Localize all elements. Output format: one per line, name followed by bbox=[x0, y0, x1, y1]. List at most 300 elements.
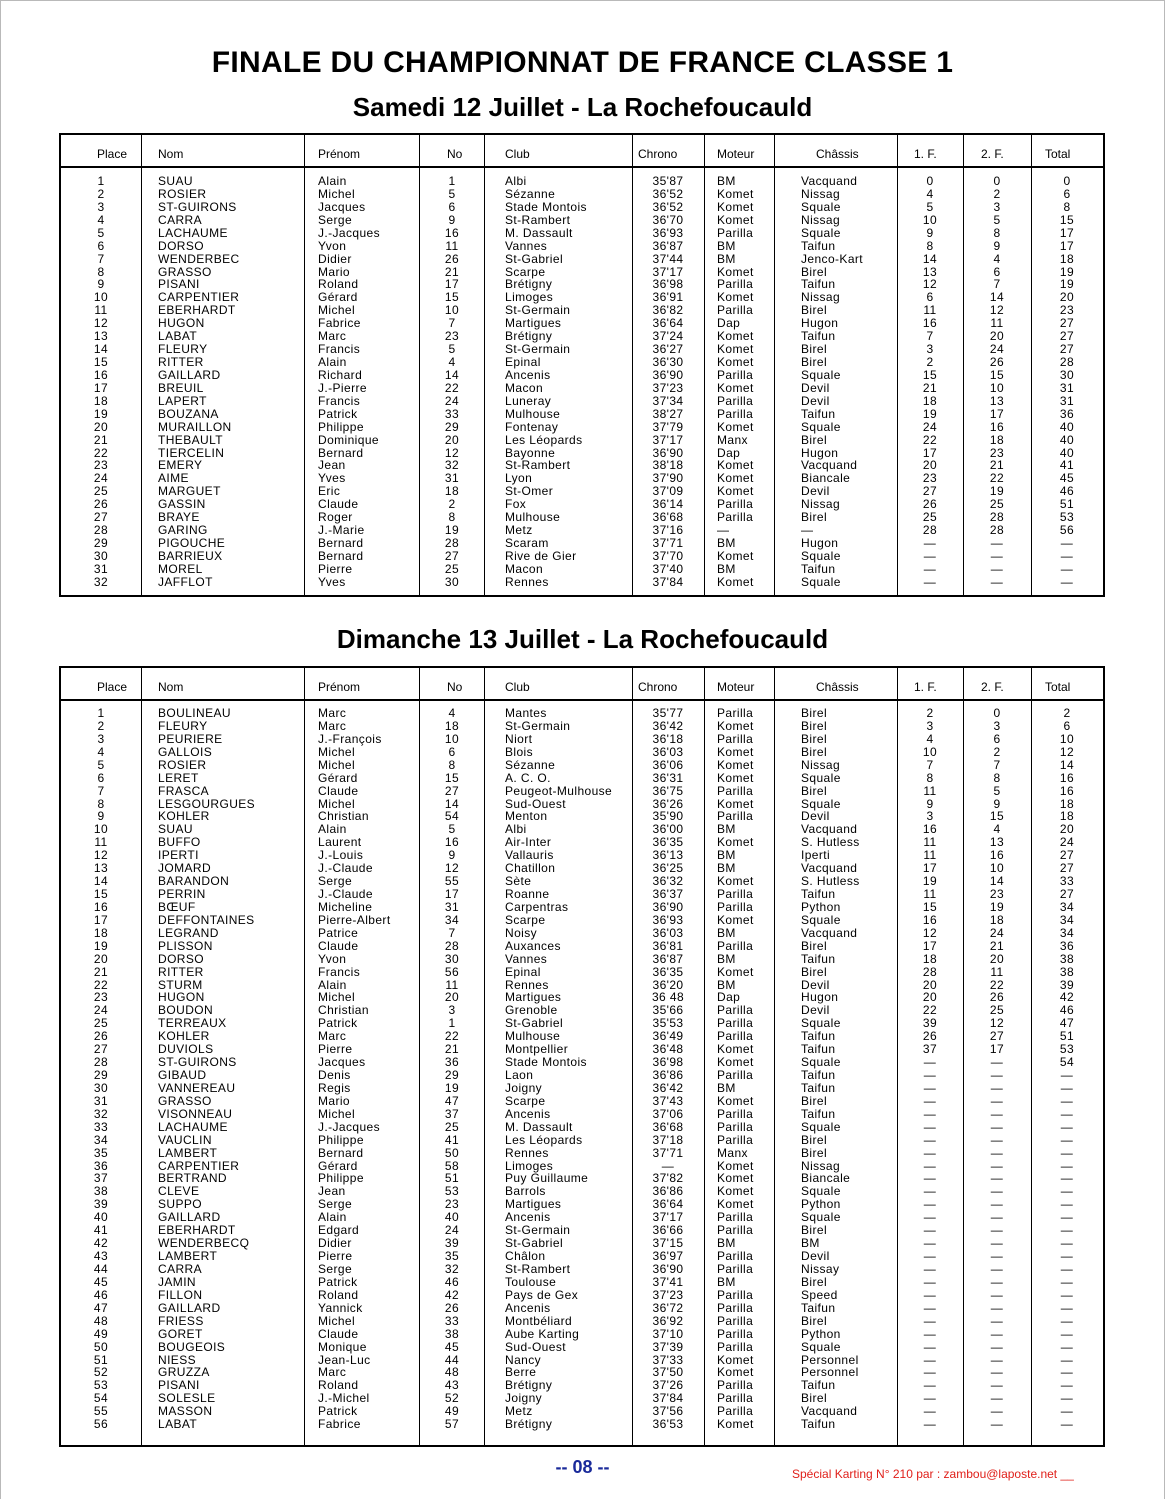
cell-place: 29 bbox=[93, 536, 109, 551]
cell-engine: Parilla bbox=[717, 1119, 754, 1134]
cell-final-1: 16 bbox=[922, 316, 938, 331]
cell-final-2: 6 bbox=[993, 264, 1001, 279]
cell-final-2: 26 bbox=[989, 355, 1005, 370]
cell-place: 8 bbox=[97, 796, 105, 811]
table-row bbox=[61, 408, 1103, 421]
cell-chassis: Squale bbox=[801, 1016, 841, 1031]
cell-first-name: Claude bbox=[318, 497, 359, 512]
cell-name: NIESS bbox=[158, 1352, 197, 1367]
cell-total: — bbox=[1060, 548, 1074, 563]
cell-chassis: Vacquand bbox=[801, 1404, 858, 1419]
cell-engine: BM bbox=[717, 536, 736, 551]
cell-first-name: Michel bbox=[318, 1313, 356, 1328]
cell-final-2: 5 bbox=[993, 212, 1001, 227]
cell-name: BARRIEUX bbox=[158, 548, 223, 563]
cell-final-1: — bbox=[923, 1068, 937, 1083]
cell-engine: Komet bbox=[717, 1171, 754, 1186]
table-row bbox=[61, 395, 1103, 408]
cell-total: 15 bbox=[1059, 212, 1075, 227]
cell-number: 1 bbox=[448, 1016, 456, 1031]
cell-final-2: — bbox=[990, 1249, 1004, 1264]
cell-chrono: 37'24 bbox=[652, 329, 684, 344]
cell-chassis: S. Hutless bbox=[801, 835, 860, 850]
cell-chrono: 36'90 bbox=[652, 445, 684, 460]
cell-number: 6 bbox=[448, 744, 456, 759]
cell-total: 46 bbox=[1059, 1003, 1075, 1018]
cell-chassis: Taifun bbox=[801, 238, 836, 253]
cell-chassis: Birel bbox=[801, 1313, 828, 1328]
table-row bbox=[61, 746, 1103, 759]
cell-name: VISONNEAU bbox=[158, 1106, 233, 1121]
cell-club: Luneray bbox=[505, 393, 552, 408]
cell-final-1: — bbox=[923, 1274, 937, 1289]
table-row bbox=[61, 369, 1103, 382]
cell-club: Fox bbox=[505, 497, 527, 512]
cell-engine: Parilla bbox=[717, 1326, 754, 1341]
table-row bbox=[61, 1315, 1103, 1328]
cell-total: 18 bbox=[1059, 251, 1075, 266]
cell-name: WENDERBECQ bbox=[158, 1236, 250, 1251]
cell-first-name: J.-Jacques bbox=[318, 225, 381, 240]
cell-first-name: Yves bbox=[318, 574, 346, 589]
cell-number: 21 bbox=[444, 264, 460, 279]
cell-chrono: 37'79 bbox=[652, 419, 684, 434]
cell-final-2: 19 bbox=[989, 899, 1005, 914]
column-header-nom: Nom bbox=[158, 147, 184, 161]
cell-final-2: 25 bbox=[989, 1003, 1005, 1018]
cell-place: 15 bbox=[93, 887, 109, 902]
cell-engine: Parilla bbox=[717, 393, 754, 408]
table-row bbox=[61, 1250, 1103, 1263]
cell-engine: Komet bbox=[717, 835, 754, 850]
cell-final-2: — bbox=[990, 1080, 1004, 1095]
cell-club: Vannes bbox=[505, 238, 548, 253]
cell-number: 21 bbox=[444, 1042, 460, 1057]
cell-final-1: 37 bbox=[922, 1042, 938, 1057]
cell-first-name: Claude bbox=[318, 783, 359, 798]
cell-name: HUGON bbox=[158, 316, 205, 331]
cell-chassis: Taifun bbox=[801, 277, 836, 292]
cell-place: 14 bbox=[93, 874, 109, 889]
cell-place: 39 bbox=[93, 1197, 109, 1212]
cell-number: 40 bbox=[444, 1210, 460, 1225]
cell-first-name: Michel bbox=[318, 1106, 356, 1121]
cell-final-2: — bbox=[990, 1404, 1004, 1419]
cell-final-2: — bbox=[990, 1300, 1004, 1315]
cell-final-2: — bbox=[990, 1197, 1004, 1212]
cell-chassis: Nissag bbox=[801, 290, 841, 305]
table-row bbox=[61, 1172, 1103, 1185]
table-row bbox=[61, 733, 1103, 746]
cell-engine: Komet bbox=[717, 471, 754, 486]
cell-name: BRAYE bbox=[158, 510, 200, 525]
cell-final-1: 16 bbox=[922, 822, 938, 837]
table-row bbox=[61, 875, 1103, 888]
cell-total: 42 bbox=[1059, 990, 1075, 1005]
cell-engine: BM bbox=[717, 925, 736, 940]
cell-club: M. Dassault bbox=[505, 1119, 573, 1134]
column-header-f2: 2. F. bbox=[981, 680, 1004, 694]
cell-place: 27 bbox=[93, 510, 109, 525]
cell-place: 1 bbox=[97, 706, 105, 720]
table-row bbox=[61, 1147, 1103, 1160]
cell-chrono: 36'42 bbox=[652, 718, 684, 733]
cell-final-2: 16 bbox=[989, 848, 1005, 863]
cell-first-name: Gérard bbox=[318, 290, 358, 305]
table-row bbox=[61, 1185, 1103, 1198]
cell-name: SOLESLE bbox=[158, 1391, 216, 1406]
cell-club: Niort bbox=[505, 731, 533, 746]
column-header-f2: 2. F. bbox=[981, 147, 1004, 161]
cell-number: 19 bbox=[444, 523, 460, 538]
cell-chrono: 37'33 bbox=[652, 1352, 684, 1367]
cell-final-1: — bbox=[923, 1287, 937, 1302]
cell-name: GORET bbox=[158, 1326, 203, 1341]
cell-total: — bbox=[1060, 536, 1074, 551]
cell-name: CARPENTIER bbox=[158, 1158, 240, 1173]
cell-chassis: Hugon bbox=[801, 536, 839, 551]
cell-number: 9 bbox=[448, 848, 456, 863]
cell-place: 5 bbox=[97, 225, 105, 240]
cell-total: 34 bbox=[1059, 912, 1075, 927]
column-header-f1: 1. F. bbox=[914, 147, 937, 161]
cell-chassis: Squale bbox=[801, 1119, 841, 1134]
table-row bbox=[61, 421, 1103, 434]
cell-chrono: 37'71 bbox=[652, 1145, 684, 1160]
table-row bbox=[61, 849, 1103, 862]
table-row bbox=[61, 382, 1103, 395]
cell-final-2: — bbox=[990, 1287, 1004, 1302]
cell-place: 47 bbox=[93, 1300, 109, 1315]
cell-place: 21 bbox=[93, 964, 109, 979]
cell-chassis: Birel bbox=[801, 1132, 828, 1147]
cell-place: 23 bbox=[93, 990, 109, 1005]
cell-club: Joigny bbox=[505, 1080, 543, 1095]
cell-final-1: 16 bbox=[922, 912, 938, 927]
cell-final-1: 12 bbox=[922, 925, 938, 940]
cell-first-name: J.-Michel bbox=[318, 1391, 370, 1406]
cell-total: — bbox=[1060, 1210, 1074, 1225]
cell-place: 9 bbox=[97, 277, 105, 292]
cell-engine: Parilla bbox=[717, 367, 754, 382]
cell-club: Lyon bbox=[505, 471, 533, 486]
cell-name: SUAU bbox=[158, 174, 193, 188]
cell-final-1: 22 bbox=[922, 432, 938, 447]
cell-place: 50 bbox=[93, 1339, 109, 1354]
cell-place: 17 bbox=[93, 912, 109, 927]
saturday-results-table bbox=[59, 133, 1105, 597]
cell-engine: Parilla bbox=[717, 1003, 754, 1018]
cell-chrono: 37'09 bbox=[652, 484, 684, 499]
cell-club: Scarpe bbox=[505, 1093, 546, 1108]
cell-club: Rennes bbox=[505, 574, 549, 589]
cell-chassis: Devil bbox=[801, 977, 830, 992]
cell-first-name: Richard bbox=[318, 367, 363, 382]
cell-chrono: 36'92 bbox=[652, 1313, 684, 1328]
cell-place: 18 bbox=[93, 925, 109, 940]
table-row bbox=[61, 823, 1103, 836]
cell-first-name: Yvon bbox=[318, 238, 347, 253]
cell-number: 55 bbox=[444, 874, 460, 889]
cell-number: 28 bbox=[444, 536, 460, 551]
cell-name: BOULINEAU bbox=[158, 706, 231, 720]
cell-club: St-Gabriel bbox=[505, 1016, 564, 1031]
cell-total: 53 bbox=[1059, 510, 1075, 525]
cell-chrono: 37'40 bbox=[652, 561, 684, 576]
cell-chrono: 37'23 bbox=[652, 380, 684, 395]
cell-club: Macon bbox=[505, 380, 544, 395]
cell-chrono: 36'68 bbox=[652, 1119, 684, 1134]
cell-final-2: 11 bbox=[990, 316, 1004, 331]
cell-place: 23 bbox=[93, 458, 109, 473]
column-header-total: Total bbox=[1045, 680, 1071, 694]
cell-final-2: 9 bbox=[993, 796, 1001, 811]
cell-number: 15 bbox=[444, 290, 460, 305]
cell-final-2: 20 bbox=[989, 329, 1005, 344]
table-row bbox=[61, 576, 1103, 589]
cell-chrono: 37'18 bbox=[652, 1132, 684, 1147]
cell-final-1: — bbox=[923, 1300, 937, 1315]
cell-place: 36 bbox=[93, 1158, 109, 1173]
cell-engine: — bbox=[717, 523, 730, 538]
cell-chassis: Squale bbox=[801, 199, 841, 214]
cell-number: 44 bbox=[444, 1352, 460, 1367]
cell-name: GIBAUD bbox=[158, 1068, 207, 1083]
cell-chrono: 37'23 bbox=[652, 1287, 684, 1302]
cell-final-2: — bbox=[990, 1274, 1004, 1289]
cell-engine: Komet bbox=[717, 484, 754, 499]
table-row bbox=[61, 304, 1103, 317]
cell-place: 16 bbox=[93, 899, 109, 914]
cell-club: Ancenis bbox=[505, 1106, 551, 1121]
cell-first-name: Bernard bbox=[318, 1145, 364, 1160]
cell-chassis: Squale bbox=[801, 1339, 841, 1354]
cell-engine: Parilla bbox=[717, 1106, 754, 1121]
table-row bbox=[61, 953, 1103, 966]
cell-number: 19 bbox=[444, 1080, 460, 1095]
cell-first-name: Marc bbox=[318, 1365, 347, 1380]
cell-engine: Parilla bbox=[717, 1261, 754, 1276]
column-header-chassis: Châssis bbox=[816, 147, 859, 161]
cell-total: — bbox=[1060, 1300, 1074, 1315]
cell-number: 35 bbox=[444, 1249, 460, 1264]
cell-first-name: Roland bbox=[318, 1378, 359, 1393]
cell-name: EMERY bbox=[158, 458, 203, 473]
cell-name: GRASSO bbox=[158, 264, 212, 279]
cell-place: 20 bbox=[93, 419, 109, 434]
cell-club: Stade Montois bbox=[505, 199, 587, 214]
cell-final-1: 27 bbox=[922, 484, 938, 499]
table-row bbox=[61, 511, 1103, 524]
cell-club: Blois bbox=[505, 744, 534, 759]
cell-first-name: Claude bbox=[318, 1326, 359, 1341]
cell-final-1: — bbox=[923, 561, 937, 576]
cell-first-name: Didier bbox=[318, 251, 352, 266]
cell-total: — bbox=[1060, 1093, 1074, 1108]
cell-number: 7 bbox=[448, 316, 456, 331]
cell-number: 10 bbox=[444, 731, 460, 746]
cell-name: SUPPO bbox=[158, 1197, 203, 1212]
cell-total: — bbox=[1060, 1184, 1074, 1199]
cell-final-2: 10 bbox=[989, 380, 1005, 395]
cell-club: Mulhouse bbox=[505, 1029, 561, 1044]
cell-first-name: J.-Louis bbox=[318, 848, 364, 863]
cell-chrono: 36'90 bbox=[652, 1261, 684, 1276]
cell-place: 22 bbox=[93, 445, 109, 460]
cell-first-name: J.-François bbox=[318, 731, 382, 746]
cell-place: 5 bbox=[97, 757, 105, 772]
cell-club: Metz bbox=[505, 523, 533, 538]
cell-final-1: 8 bbox=[926, 770, 934, 785]
cell-total: 51 bbox=[1059, 1029, 1075, 1044]
column-header-nom: Nom bbox=[158, 680, 184, 694]
table-row bbox=[61, 966, 1103, 979]
cell-chrono: 36'03 bbox=[652, 925, 684, 940]
cell-chassis: Birel bbox=[801, 355, 828, 370]
cell-place: 30 bbox=[93, 548, 109, 563]
cell-chrono: 36'86 bbox=[652, 1184, 684, 1199]
cell-final-2: 28 bbox=[989, 523, 1005, 538]
credit-line: Spécial Karting N° 210 par : zambou@laposte.net __ bbox=[792, 1467, 1074, 1481]
table-row bbox=[61, 498, 1103, 511]
cell-place: 3 bbox=[97, 731, 105, 746]
cell-engine: Komet bbox=[717, 290, 754, 305]
cell-club: Rennes bbox=[505, 1145, 549, 1160]
cell-first-name: Patrick bbox=[318, 406, 358, 421]
cell-total: — bbox=[1060, 1145, 1074, 1160]
cell-place: 41 bbox=[93, 1223, 109, 1238]
cell-first-name: Patrice bbox=[318, 925, 359, 940]
cell-first-name: Pierre bbox=[318, 561, 353, 576]
cell-club: Carpentras bbox=[505, 899, 569, 914]
cell-place: 18 bbox=[93, 393, 109, 408]
cell-total: 10 bbox=[1059, 731, 1075, 746]
cell-final-1: 28 bbox=[922, 964, 938, 979]
cell-chassis: Birel bbox=[801, 303, 828, 318]
cell-final-1: 3 bbox=[926, 809, 934, 824]
cell-final-1: — bbox=[923, 1210, 937, 1225]
table-row bbox=[61, 1263, 1103, 1276]
cell-chrono: 36'70 bbox=[652, 212, 684, 227]
cell-final-2: — bbox=[990, 536, 1004, 551]
cell-final-1: — bbox=[923, 1158, 937, 1173]
column-header-no: No bbox=[447, 680, 463, 694]
cell-final-1: 12 bbox=[922, 277, 938, 292]
cell-name: PISANI bbox=[158, 277, 200, 292]
cell-club: Roanne bbox=[505, 887, 550, 902]
cell-chassis: Taifun bbox=[801, 329, 836, 344]
cell-number: 10 bbox=[444, 303, 460, 318]
cell-total: — bbox=[1060, 1132, 1074, 1147]
cell-engine: Parilla bbox=[717, 406, 754, 421]
cell-chrono: 36'25 bbox=[652, 861, 684, 876]
cell-engine: Parilla bbox=[717, 706, 754, 720]
cell-final-1: 20 bbox=[922, 977, 938, 992]
cell-engine: BM bbox=[717, 1236, 736, 1251]
cell-place: 34 bbox=[93, 1132, 109, 1147]
cell-final-1: — bbox=[923, 1093, 937, 1108]
cell-first-name: Serge bbox=[318, 212, 353, 227]
cell-final-1: 26 bbox=[922, 497, 938, 512]
cell-first-name: Marc bbox=[318, 706, 347, 720]
cell-chrono: 36'49 bbox=[652, 1029, 684, 1044]
cell-first-name: Alain bbox=[318, 355, 347, 370]
cell-number: 20 bbox=[444, 990, 460, 1005]
cell-name: BERTRAND bbox=[158, 1171, 227, 1186]
cell-final-1: 22 bbox=[922, 1003, 938, 1018]
cell-place: 10 bbox=[93, 290, 109, 305]
cell-club: Mulhouse bbox=[505, 406, 561, 421]
cell-club: Metz bbox=[505, 1404, 533, 1419]
cell-name: JOMARD bbox=[158, 861, 212, 876]
cell-chassis: Taifun bbox=[801, 1378, 836, 1393]
cell-chassis: Birel bbox=[801, 1093, 828, 1108]
cell-first-name: Mario bbox=[318, 1093, 351, 1108]
cell-chrono: 36'97 bbox=[652, 1249, 684, 1264]
cell-name: DUVIOLS bbox=[158, 1042, 214, 1057]
cell-chassis: Biancale bbox=[801, 471, 851, 486]
cell-final-1: 11 bbox=[923, 783, 937, 798]
cell-final-2: — bbox=[990, 1171, 1004, 1186]
table-row bbox=[61, 979, 1103, 992]
cell-club: Martigues bbox=[505, 1197, 562, 1212]
cell-first-name: Jean bbox=[318, 1184, 346, 1199]
cell-club: Sézanne bbox=[505, 757, 556, 772]
cell-total: 28 bbox=[1059, 355, 1075, 370]
cell-club: Fontenay bbox=[505, 419, 559, 434]
cell-total: — bbox=[1060, 1352, 1074, 1367]
cell-total: 17 bbox=[1059, 238, 1075, 253]
cell-chrono: 36'87 bbox=[652, 951, 684, 966]
cell-chrono: 36'13 bbox=[652, 848, 684, 863]
cell-club: Bayonne bbox=[505, 445, 556, 460]
cell-chrono: 36'20 bbox=[652, 977, 684, 992]
cell-place: 7 bbox=[97, 251, 105, 266]
cell-final-1: 11 bbox=[923, 848, 937, 863]
cell-final-1: 26 bbox=[922, 1029, 938, 1044]
cell-chrono: 38'18 bbox=[652, 458, 684, 473]
cell-number: 31 bbox=[444, 899, 460, 914]
cell-club: Ancenis bbox=[505, 1210, 551, 1225]
cell-chrono: 37'34 bbox=[652, 393, 684, 408]
cell-name: PLISSON bbox=[158, 938, 213, 953]
cell-total: 12 bbox=[1059, 744, 1075, 759]
table-row bbox=[61, 1289, 1103, 1302]
cell-number: 56 bbox=[444, 964, 460, 979]
sunday-results-table bbox=[59, 666, 1105, 1447]
cell-total: — bbox=[1060, 1080, 1074, 1095]
cell-name: CARRA bbox=[158, 212, 203, 227]
cell-chrono: 36'82 bbox=[652, 303, 684, 318]
cell-place: 1 bbox=[97, 174, 105, 188]
cell-place: 8 bbox=[97, 264, 105, 279]
cell-number: 29 bbox=[444, 1068, 460, 1083]
cell-first-name: Francis bbox=[318, 393, 361, 408]
cell-final-1: — bbox=[923, 1106, 937, 1121]
cell-total: 2 bbox=[1063, 706, 1071, 720]
cell-name: FLEURY bbox=[158, 718, 208, 733]
cell-first-name: Eric bbox=[318, 484, 341, 499]
cell-total: 20 bbox=[1059, 822, 1075, 837]
cell-number: 33 bbox=[444, 1313, 460, 1328]
cell-club: Auxances bbox=[505, 938, 561, 953]
cell-final-2: — bbox=[990, 548, 1004, 563]
cell-chrono: 36'93 bbox=[652, 912, 684, 927]
cell-name: MASSON bbox=[158, 1404, 213, 1419]
cell-name: BREUIL bbox=[158, 380, 204, 395]
cell-place: 30 bbox=[93, 1080, 109, 1095]
cell-name: GRASSO bbox=[158, 1093, 212, 1108]
